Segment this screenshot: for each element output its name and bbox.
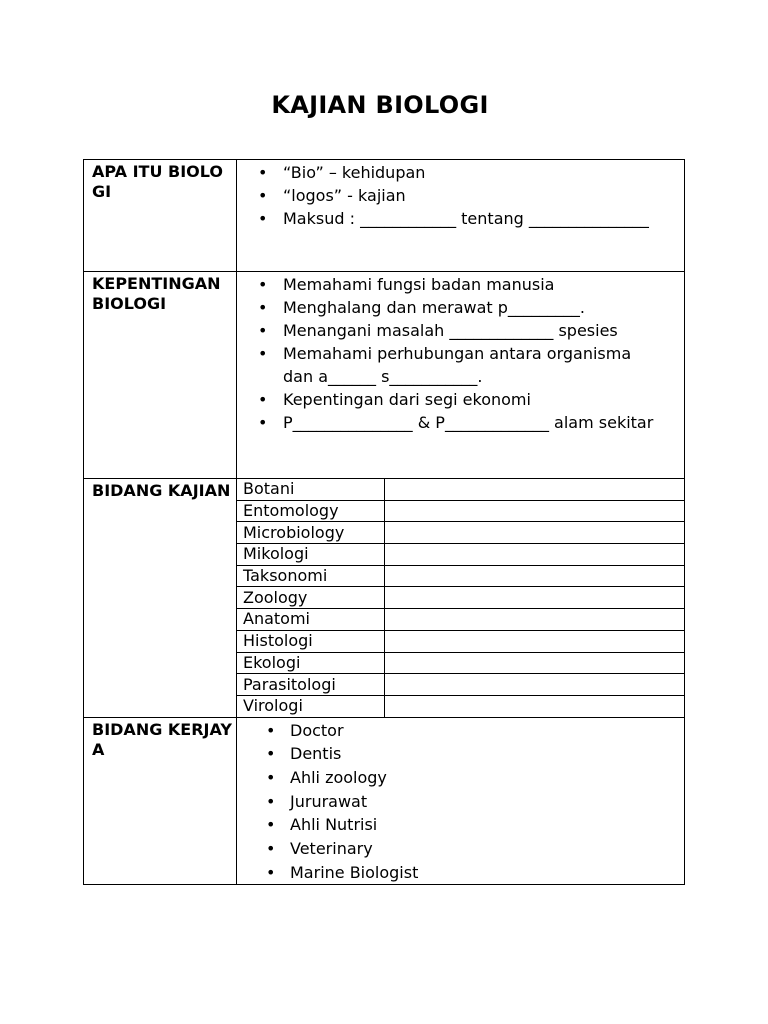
table-row (237, 479, 684, 500)
bullet-icon: • (258, 390, 268, 409)
field-blank (384, 544, 684, 566)
bullet-icon: • (266, 862, 276, 882)
row-heading-cell (84, 717, 237, 885)
row-content-cell (237, 160, 685, 272)
field-blank (384, 565, 684, 587)
bullet-icon: • (266, 720, 276, 740)
fields-table (237, 479, 684, 717)
field-name: Microbiology (237, 522, 384, 544)
field-blank (384, 630, 684, 652)
field-name: Entomology (237, 500, 384, 522)
list-item: • Marine Biologist (237, 861, 684, 885)
field-blank (384, 587, 684, 609)
definition-list (237, 161, 684, 230)
table-row (237, 652, 684, 674)
bullet-icon: • (258, 321, 268, 340)
table-row (237, 522, 684, 544)
row-heading-cell (84, 160, 237, 272)
row-heading: APA ITU BIOLOGI (92, 162, 223, 201)
row-content-cell (237, 717, 685, 885)
row-heading: BIDANG KAJIAN (92, 481, 231, 500)
field-name: Parasitologi (237, 674, 384, 696)
table-row (237, 609, 684, 631)
row-bidang-kerjaya (84, 717, 685, 885)
field-name: Anatomi (237, 609, 384, 631)
list-item: • Menghalang dan merawat p_________. (258, 298, 586, 317)
biology-table (83, 159, 685, 885)
field-name: Virologi (237, 695, 384, 716)
table-row (237, 565, 684, 587)
row-heading: KEPENTINGAN BIOLOGI (92, 274, 221, 313)
bullet-icon: • (258, 186, 268, 205)
row-content-cell (237, 272, 685, 479)
bullet-icon: • (258, 344, 268, 363)
bullet-icon: • (266, 815, 276, 835)
field-name: Mikologi (237, 544, 384, 566)
field-name: Taksonomi (237, 565, 384, 587)
row-heading: BIDANG KERJAYA (92, 719, 232, 759)
row-kepentingan-biologi (84, 272, 685, 479)
list-item: • Maksud : ____________ tentang _______________ (258, 209, 649, 228)
row-content-cell (237, 479, 685, 718)
list-item: • Doctor (237, 719, 684, 743)
table-row (237, 544, 684, 566)
page-title: KAJIAN BIOLOGI (271, 91, 489, 119)
list-item: • Kepentingan dari segi ekonomi (258, 390, 531, 409)
row-heading-cell (84, 479, 237, 718)
list-item: • P_______________ & P_____________ alam sekitar (258, 413, 654, 432)
bullet-icon: • (258, 275, 268, 294)
list-item: • Ahli zoology (237, 766, 684, 790)
field-name: Zoology (237, 587, 384, 609)
list-item: • Menangani masalah _____________ spesies (258, 321, 618, 340)
bullet-icon: • (266, 744, 276, 764)
table-row (237, 587, 684, 609)
row-apa-itu-biologi (84, 160, 685, 272)
table-row (237, 630, 684, 652)
field-name: Histologi (237, 630, 384, 652)
field-blank (384, 479, 684, 500)
field-blank (384, 522, 684, 544)
list-item: • Memahami fungsi badan manusia (258, 275, 555, 294)
list-item: • Veterinary (237, 837, 684, 861)
field-name: Ekologi (237, 652, 384, 674)
career-list (237, 719, 684, 885)
row-bidang-kajian (84, 479, 685, 718)
list-item: • Dentis (237, 742, 684, 766)
bullet-icon: • (258, 298, 268, 317)
list-item: • “Bio” – kehidupan (258, 163, 426, 182)
field-name: Botani (237, 479, 384, 500)
list-item: • Ahli Nutrisi (237, 813, 684, 837)
table-row (237, 674, 684, 696)
row-heading-cell (84, 272, 237, 479)
bullet-icon: • (266, 839, 276, 859)
list-item: • Jururawat (237, 790, 684, 814)
table-row (237, 695, 684, 716)
list-item: • Memahami perhubungan antara organisma dan a______ s___________. (258, 344, 632, 386)
importance-list (237, 273, 684, 434)
field-blank (384, 695, 684, 716)
field-blank (384, 674, 684, 696)
table-row (237, 500, 684, 522)
bullet-icon: • (266, 767, 276, 787)
field-blank (384, 500, 684, 522)
bullet-icon: • (266, 791, 276, 811)
field-blank (384, 652, 684, 674)
field-blank (384, 609, 684, 631)
bullet-icon: • (258, 209, 268, 228)
bullet-icon: • (258, 413, 268, 432)
bullet-icon: • (258, 163, 268, 182)
list-item: • “logos” - kajian (258, 186, 406, 205)
